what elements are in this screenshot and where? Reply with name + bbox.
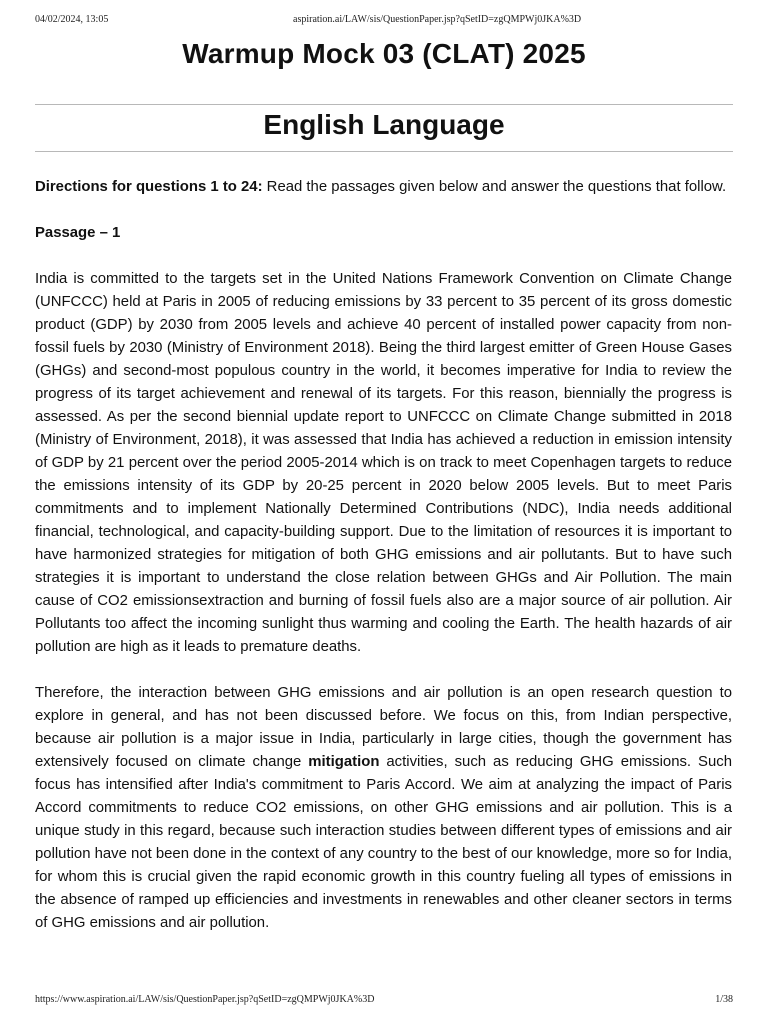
title-divider (35, 104, 733, 105)
directions (35, 176, 732, 199)
directions-text: Read the passages given below and answer the questions that follow. (262, 179, 727, 195)
paragraph-2-text-after: activities, such as reducing GHG emissions. Such focus has intensified after India's commitment to Paris Accord. We aim at analyzing the impact of Paris Accord commitments to reduce CO2 emissions, on other GHG emissions and air pollution. This is a unique study in this regard, because such interaction studies between different types of emissions and air pollution have not been done in the context of any country to the best of our knowledge, more so for India, for whom this is crucial given the rapid economic growth in this country fueling all types of emissions in the absence of ramped up efficiencies and investments in renewables and other cleaner sectors in terms of GHG emissions and air pollution. (35, 754, 733, 931)
passage-paragraph-1: India is committed to the targets set in the United Nations Framework Convention on Climate Change (UNFCCC) held at Paris in 2005 of reducing emissions by 33 percent to 35 percent of its gross domestic product (GDP) by 2030 from 2005 levels and achieve 40 percent of installed power capacity from non-fossil fuels by 2030 (Ministry of Environment 2018). Being the third largest emitter of Green House Gases (GHGs) and second-most populous country in the world, it becomes imperative for India to review the progress of its target achievement and renewal of its targets. For this reason, biennially the progress is assessed. As per the second biennial update report to UNFCCC on Climate Change submitted in 2018 (Ministry of Environment, 2018), it was assessed that India has achieved a reduction in emission intensity of GDP by 21 percent over the period 2005-2014 which is on track to meet Copenhagen targets to reduce the emissions intensity of its GDP by 20-25 percent in 2020 below 2005 levels. But to meet Paris commitments and to implement Nationally Determined Contributions (NDC), India needs additional financial, technological, and capacity-building support. Due to the limitation of resources it is important to have harmonized strategies for mitigation of both GHG emissions and air pollutants. But to have such strategies it is important to understand the close relation between GHGs and Air Pollution. The main cause of CO2 emissionsextraction and burning of fossil fuels also are a major source of air pollution. Air Pollutants too affect the incoming sunlight thus warming and cooling the Earth. The health hazards of air pollution are high as it leads to premature deaths. (35, 271, 732, 655)
exam-title: Warmup Mock 03 (CLAT) 2025 (182, 38, 586, 69)
directions-label: Directions for questions 1 to 24: (35, 179, 263, 195)
print-footer (35, 994, 733, 1008)
section-divider (35, 151, 733, 152)
page-number: 1/38 (715, 994, 733, 1005)
paragraph-2-bold-term: mitigation (308, 754, 380, 770)
print-header (35, 14, 733, 28)
print-footer-url: https://www.aspiration.ai/LAW/sis/QuestionPaper.jsp?qSetID=zgQMPWj0JKA%3D (35, 994, 375, 1005)
section-title: English Language (263, 109, 505, 140)
paragraph-2-text-before: Therefore, the interaction between GHG emissions and air pollution is an open research question to explore in general, and has not been discussed before. We focus on this, from Indian perspective, because air pollution is a major issue in India, particularly in large cities, though the government has extensively focused on climate change (35, 685, 732, 770)
question-content (35, 176, 732, 935)
print-datetime: 04/02/2024, 13:05 (35, 14, 109, 25)
passage-label: Passage – 1 (35, 225, 121, 241)
print-header-url: aspiration.ai/LAW/sis/QuestionPaper.jsp?qSetID=zgQMPWj0JKA%3D (293, 14, 582, 25)
passage-paragraph-2 (35, 682, 732, 935)
